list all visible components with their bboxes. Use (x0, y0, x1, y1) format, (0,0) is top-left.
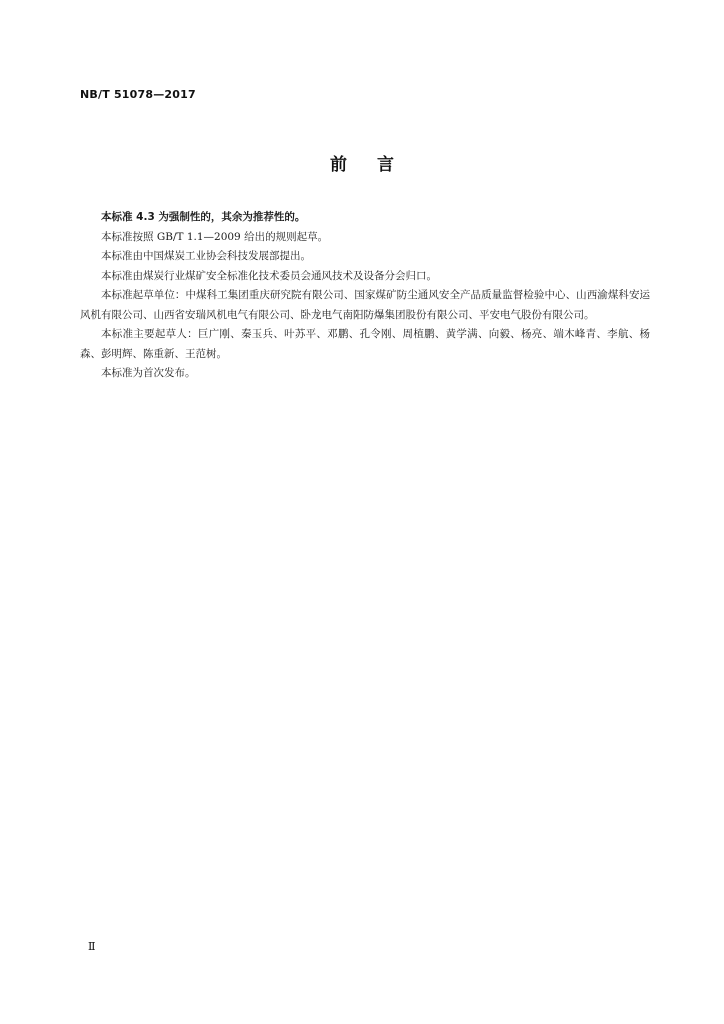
paragraph-main-drafters: 本标准主要起草人：巨广刚、秦玉兵、叶苏平、邓鹏、孔令刚、周植鹏、黄学满、向毅、杨亮、端木峰青、李航、杨森、彭明辉、陈重新、王范树。 (80, 328, 650, 360)
page-number: Ⅱ (88, 940, 96, 953)
paragraph-responsible-committee: 本标准由煤炭行业煤矿安全标准化技术委员会通风技术及设备分会归口。 (101, 269, 437, 282)
paragraph-proposer: 本标准由中国煤炭工业协会科技发展部提出。 (101, 250, 311, 262)
page-title: 前言 (330, 155, 424, 175)
paragraph-drafting-rules: 本标准按照 GB/T 1.1—2009 给出的规则起草。 (101, 230, 329, 243)
standard-code-header: NB/T 51078—2017 (80, 88, 196, 101)
paragraph-first-release: 本标准为首次发布。 (101, 367, 196, 379)
paragraph-mandatory-note: 本标准 4.3 为强制性的，其余为推荐性的。 (101, 211, 306, 223)
foreword-body (80, 208, 650, 384)
paragraph-drafting-units: 本标准起草单位：中煤科工集团重庆研究院有限公司、国家煤矿防尘通风安全产品质量监督检验中心、山西渝煤科安运风机有限公司、山西省安瑞风机电气有限公司、卧龙电气南阳防爆集团股份有限公司、平安电气股份有限公司。 (80, 289, 650, 321)
